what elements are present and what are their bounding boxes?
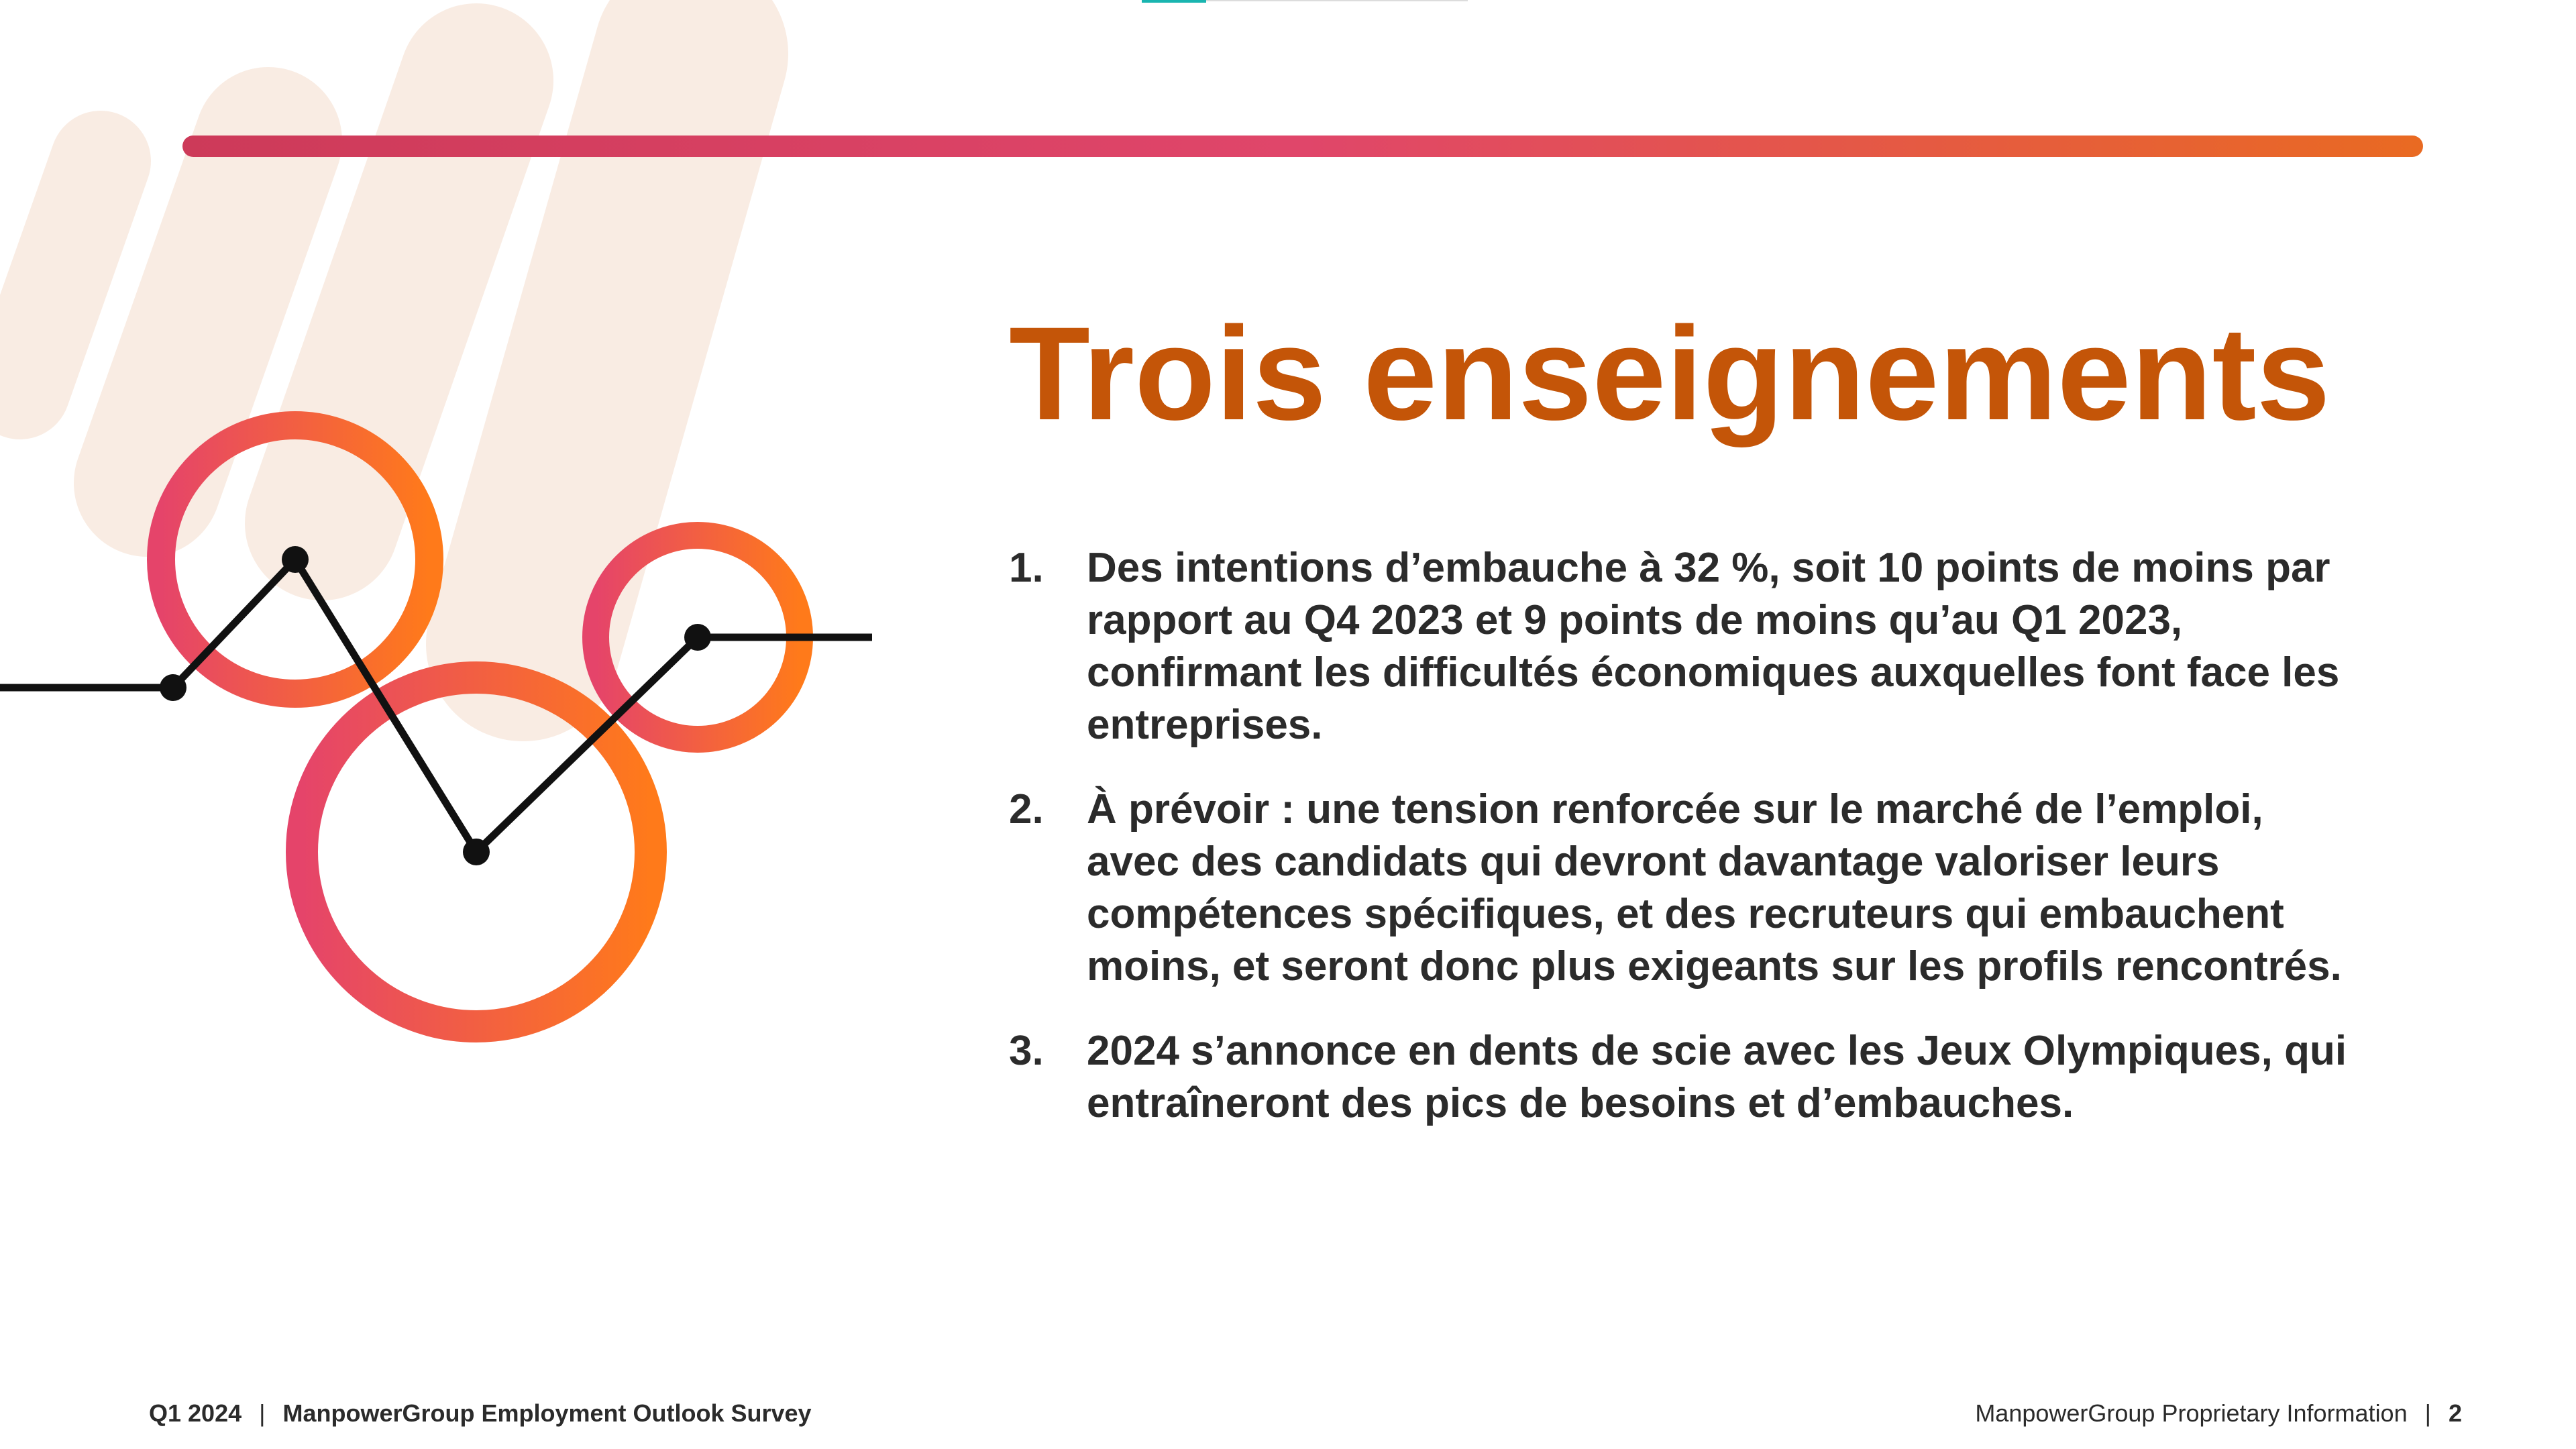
point-text: À prévoir : une tension renforcée sur le marché de l’emploi, avec des candidats qui devront davantage valoriser leurs compétences spécifiques, et des recruteurs qui embauchent moins, et seront donc plus exigeants sur les profils rencontrés.	[1087, 786, 2342, 989]
footer-survey-name: ManpowerGroup Employment Outlook Survey	[282, 1399, 812, 1427]
footer-left	[149, 1399, 812, 1428]
slide-title: Trois enseignements	[1009, 299, 2330, 447]
trend-point	[463, 839, 490, 865]
list-item	[1009, 1025, 2364, 1130]
point-text: Des intentions d’embauche à 32 %, soit 10 points de moins par rapport au Q4 2023 et 9 points de moins qu’au Q1 2023, confirmant les difficultés économiques auxquelles font face les entreprises.	[1087, 545, 2340, 748]
trend-point	[684, 624, 711, 651]
header-gradient-bar	[182, 136, 2423, 157]
list-item	[1009, 542, 2364, 751]
footer-separator: |	[259, 1399, 266, 1427]
footer-right	[1975, 1399, 2462, 1428]
page-number: 2	[2448, 1399, 2462, 1427]
point-number: 3.	[1009, 1028, 1044, 1074]
list-item	[1009, 784, 2364, 993]
line-chart-with-rings-illustration-icon	[0, 376, 939, 1087]
footer-separator: |	[2424, 1399, 2431, 1427]
trend-point	[160, 674, 186, 701]
point-text: 2024 s’annonce en dents de scie avec les Jeux Olympiques, qui entraîneront des pics de besoins et d’embauches.	[1087, 1028, 2347, 1126]
footer-period: Q1 2024	[149, 1399, 242, 1427]
key-points-list	[1009, 542, 2364, 1162]
footer-proprietary: ManpowerGroup Proprietary Information	[1975, 1399, 2408, 1427]
point-number: 2.	[1009, 786, 1044, 833]
trend-point	[282, 546, 309, 573]
point-number: 1.	[1009, 545, 1044, 591]
top-tab-accent	[1142, 0, 1206, 3]
top-tab-line	[1206, 0, 1468, 1]
